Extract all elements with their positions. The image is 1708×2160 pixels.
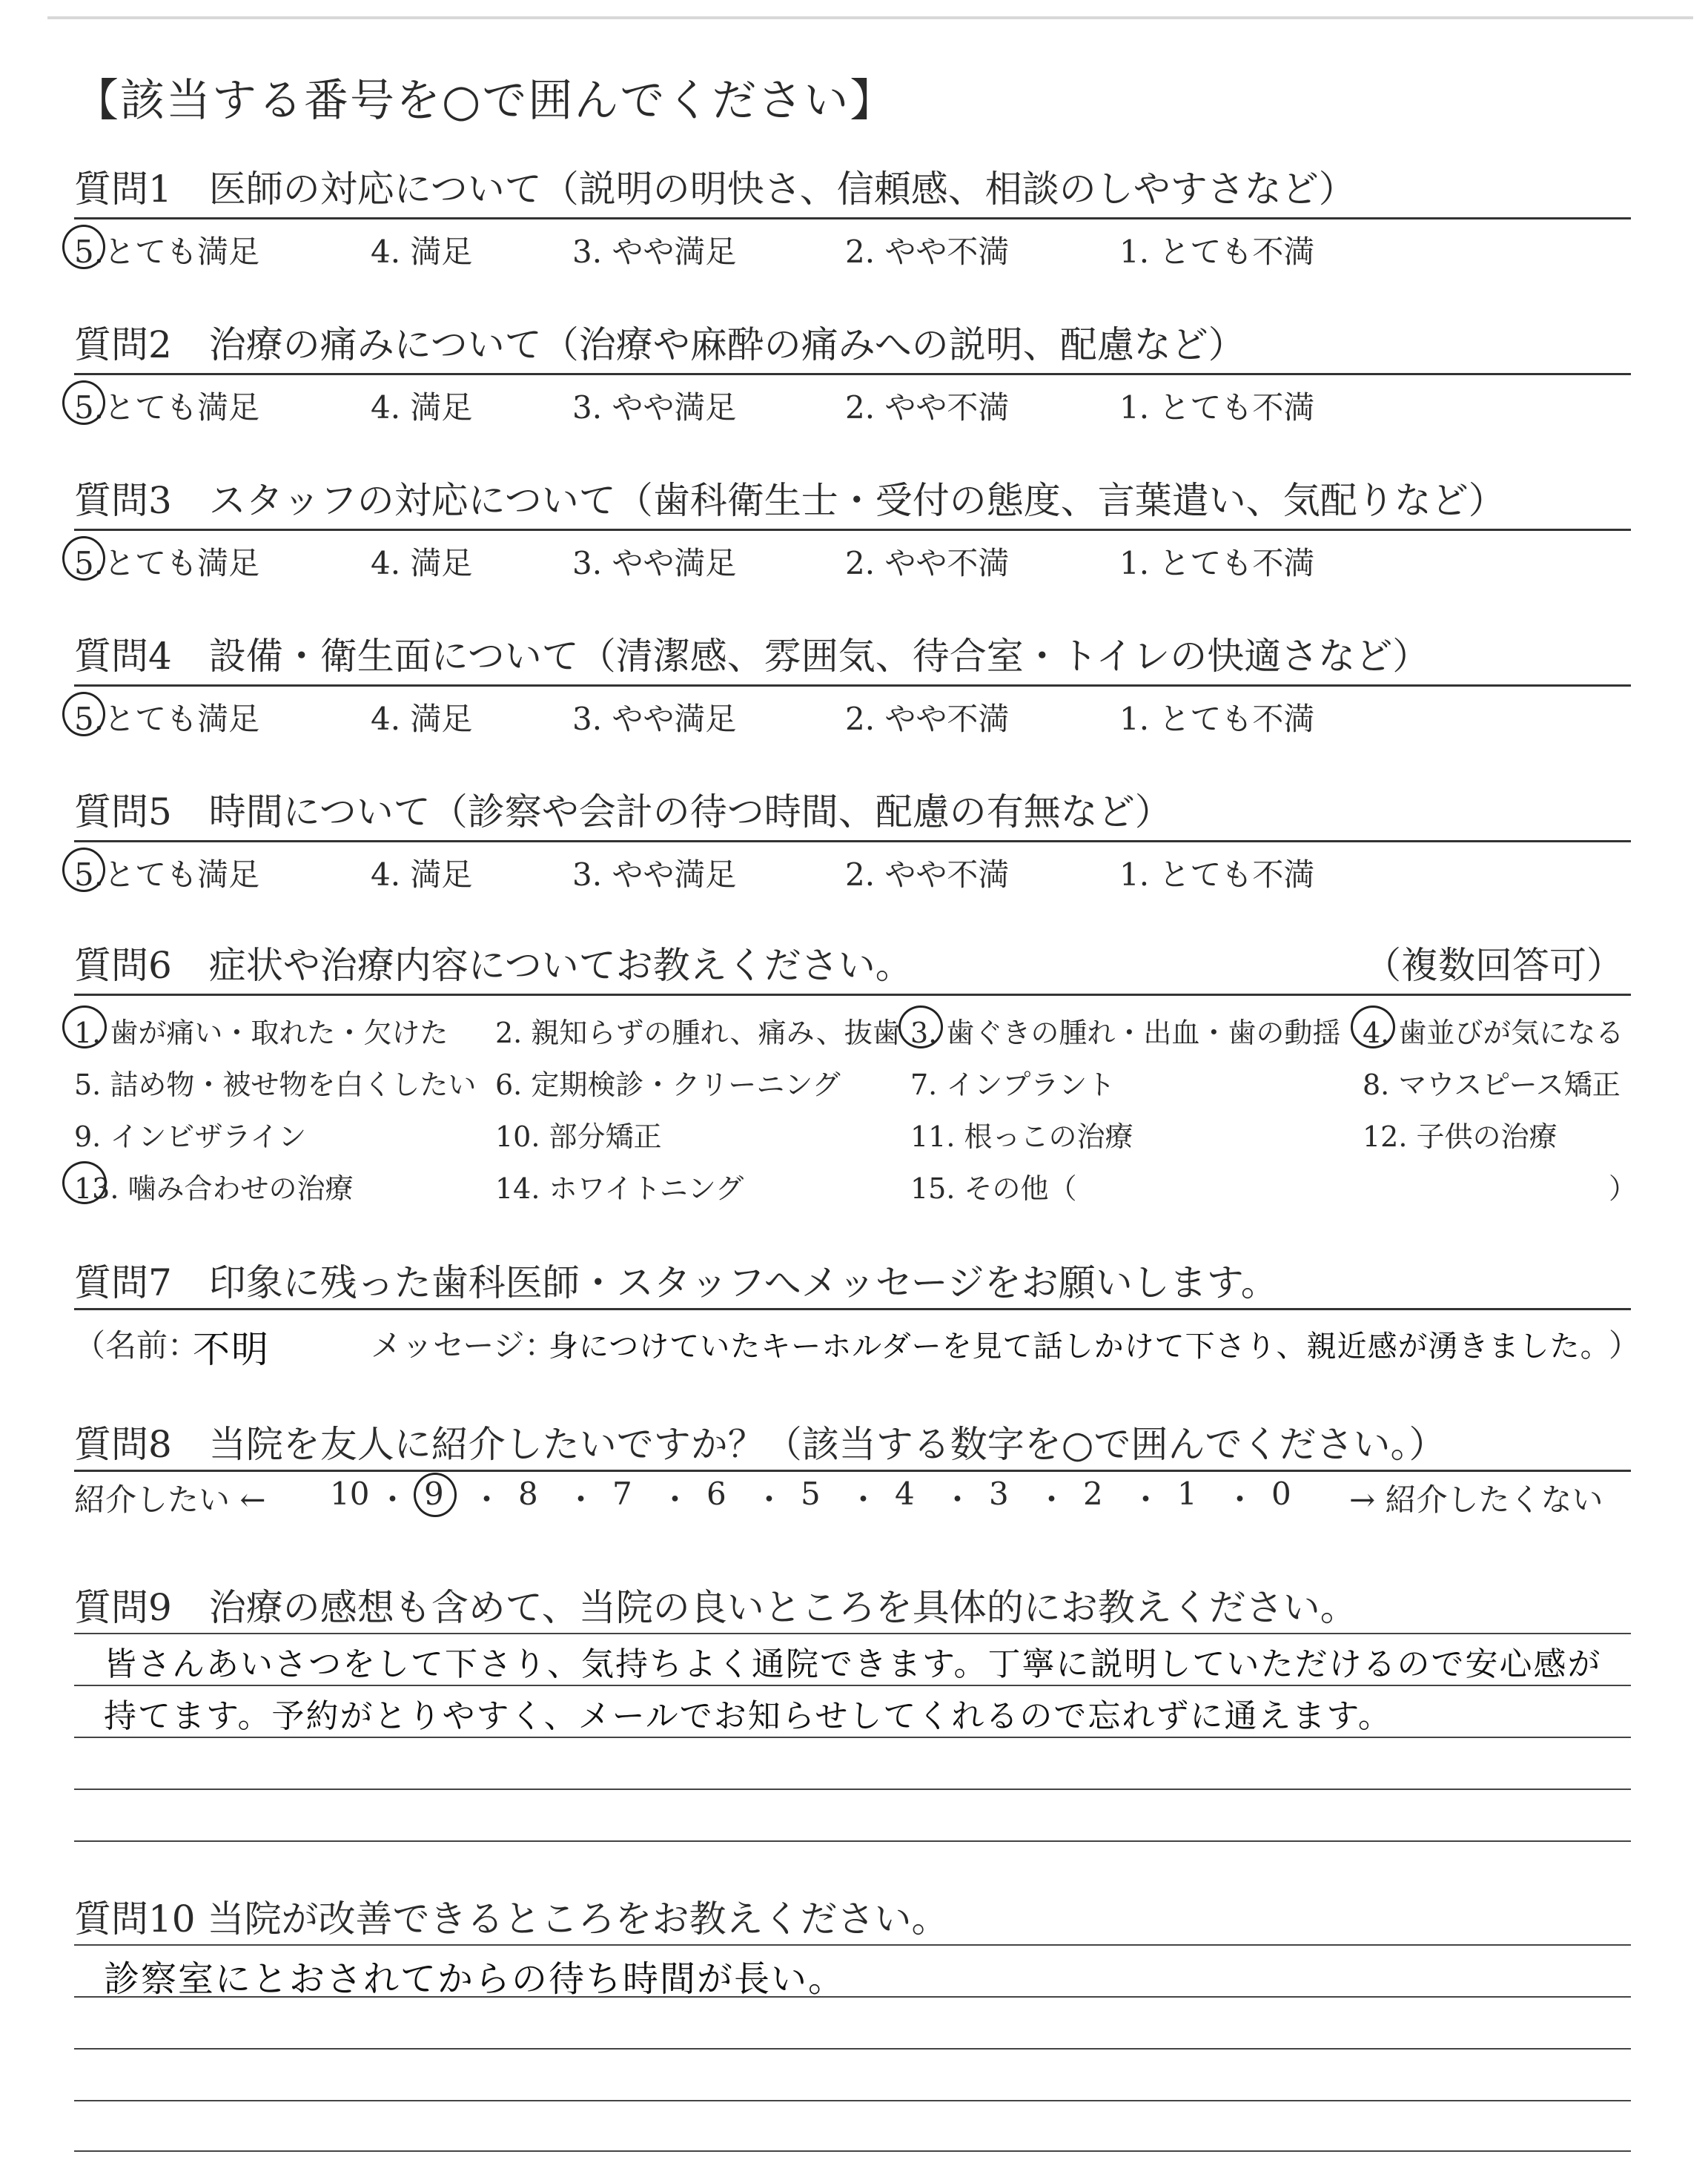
q5-option-5[interactable]: 5.とても満足: [74, 856, 260, 893]
q6-option-6[interactable]: 6. 定期検診・クリーニング: [495, 1069, 841, 1101]
q6-rule: [74, 994, 1631, 996]
q7-name-value: 不明: [193, 1328, 270, 1371]
q8-scale-dot: ・: [847, 1482, 879, 1518]
q6-option-4[interactable]: 4. 歯並びが気になる: [1363, 1017, 1624, 1049]
q8-scale-9[interactable]: 9: [424, 1476, 444, 1512]
q8-title: 質問8 当院を友人に紹介したいですか？（該当する数字を○で囲んでください。）: [74, 1423, 1446, 1466]
scan-top-edge: [47, 16, 1693, 19]
q6-circle-3: [898, 1005, 943, 1048]
q4-option-5[interactable]: 5.とても満足: [74, 701, 260, 737]
q6-option-9[interactable]: 9. インビザライン: [74, 1120, 307, 1153]
q9-line-2: [74, 1685, 1631, 1686]
q5-option-3[interactable]: 3. やや満足: [572, 856, 737, 893]
q3-option-4[interactable]: 4. 満足: [371, 545, 473, 581]
q6-option-10[interactable]: 10. 部分矯正: [495, 1120, 662, 1153]
q1-option-3[interactable]: 3. やや満足: [572, 234, 737, 270]
q6-option-11[interactable]: 11. 根っこの治療: [910, 1120, 1133, 1153]
page-title: 【該当する番号を○で囲んでください】: [74, 75, 896, 127]
q6-option-13[interactable]: 13. 噛み合わせの治療: [74, 1172, 354, 1205]
q8-right-label: → 紹介したくない: [1349, 1482, 1603, 1518]
q10-line-4: [74, 2100, 1631, 2101]
q7-title: 質問7 印象に残った歯科医師・スタッフへメッセージをお願いします。: [74, 1261, 1278, 1304]
q3-option-1[interactable]: 1. とても不満: [1119, 545, 1315, 581]
q5-option-4[interactable]: 4. 満足: [371, 856, 473, 893]
q6-option-5[interactable]: 5. 詰め物・被せ物を白くしたい: [74, 1069, 477, 1101]
q3-option-2[interactable]: 2. やや不満: [845, 545, 1010, 581]
q3-selection-circle: [62, 536, 105, 581]
q9-line-3: [74, 1737, 1631, 1738]
q1-rule: [74, 217, 1631, 219]
q1-option-1[interactable]: 1. とても不満: [1119, 234, 1315, 270]
q6-note: （複数回答可）: [1364, 944, 1623, 987]
q8-scale-dot: ・: [659, 1482, 691, 1518]
q8-scale-dot: ・: [1036, 1482, 1068, 1518]
q2-option-3[interactable]: 3. やや満足: [572, 389, 737, 426]
q4-option-4[interactable]: 4. 満足: [371, 701, 473, 737]
q9-line-1: [74, 1633, 1631, 1634]
q9-line-5: [74, 1840, 1631, 1842]
q4-selection-circle: [62, 692, 105, 736]
q5-rule: [74, 840, 1631, 842]
q4-option-3[interactable]: 3. やや満足: [572, 701, 737, 737]
q8-scale-3[interactable]: 3: [989, 1476, 1009, 1512]
q2-option-2[interactable]: 2. やや不満: [845, 389, 1010, 426]
q1-selection-circle: [62, 225, 105, 269]
q8-left-label: 紹介したい ←: [74, 1482, 266, 1518]
q1-option-5[interactable]: 5.とても満足: [74, 234, 260, 270]
q8-scale-dot: ・: [377, 1482, 408, 1518]
q6-option-1[interactable]: 1. 歯が痛い・取れた・欠けた: [74, 1017, 448, 1049]
q2-option-1[interactable]: 1. とても不満: [1119, 389, 1315, 426]
q2-option-5[interactable]: 5.とても満足: [74, 389, 260, 426]
q6-option-15[interactable]: 15. その他（: [910, 1172, 1077, 1205]
q1-option-4[interactable]: 4. 満足: [371, 234, 473, 270]
q6-option-2[interactable]: 2. 親知らずの腫れ、痛み、抜歯: [495, 1017, 901, 1049]
q8-scale-4[interactable]: 4: [895, 1476, 915, 1512]
q6-option-3[interactable]: 3. 歯ぐきの腫れ・出血・歯の動揺: [910, 1017, 1341, 1049]
q6-option-7[interactable]: 7. インプラント: [910, 1069, 1116, 1101]
q3-option-5[interactable]: 5.とても満足: [74, 545, 260, 581]
q3-rule: [74, 529, 1631, 531]
q8-scale-dot: ・: [1224, 1482, 1256, 1518]
q6-circle-1: [62, 1005, 107, 1048]
q1-title: 質問1 医師の対応について（説明の明快さ、信頼感、相談のしやすさなど）: [74, 168, 1356, 211]
q7-name-label: （名前：: [74, 1327, 199, 1364]
q8-scale-6[interactable]: 6: [706, 1476, 726, 1512]
q7-message-value: 身につけていたキーホルダーを見て話しかけて下さり、親近感が湧きました。: [549, 1330, 1611, 1364]
q3-option-3[interactable]: 3. やや満足: [572, 545, 737, 581]
q8-scale-8[interactable]: 8: [518, 1476, 538, 1512]
q8-scale-dot: ・: [565, 1482, 597, 1518]
q4-rule: [74, 684, 1631, 687]
q9-line-4: [74, 1789, 1631, 1790]
q10-line-3: [74, 2048, 1631, 2050]
q6-option-8[interactable]: 8. マウスピース矯正: [1363, 1069, 1621, 1101]
q5-option-2[interactable]: 2. やや不満: [845, 856, 1010, 893]
q2-selection-circle: [62, 380, 105, 425]
q10-line-5: [74, 2150, 1631, 2152]
q8-scale-7[interactable]: 7: [612, 1476, 632, 1512]
q8-scale-dot: ・: [941, 1482, 973, 1518]
q9-answer-line-2: 持てます。予約がとりやすく、メールでお知らせしてくれるので忘れずに通えます。: [104, 1697, 1392, 1735]
q6-circle-13: [62, 1161, 107, 1204]
q3-title: 質問3 スタッフの対応について（歯科衛生士・受付の態度、言葉遣い、気配りなど）: [74, 479, 1506, 522]
q8-selection-circle: [414, 1473, 457, 1517]
q10-title: 質問10 当院が改善できるところをお教えください。: [74, 1898, 949, 1941]
q9-title: 質問9 治療の感想も含めて、当院の良いところを具体的にお教えください。: [74, 1586, 1357, 1629]
q8-scale-5[interactable]: 5: [801, 1476, 821, 1512]
q8-scale-1[interactable]: 1: [1177, 1476, 1197, 1512]
q10-answer-line-1: 診察室にとおされてからの待ち時間が長い。: [104, 1958, 846, 2000]
q8-scale-dot: ・: [471, 1482, 503, 1518]
q5-title: 質問5 時間について（診察や会計の待つ時間、配慮の有無など）: [74, 790, 1172, 833]
q9-answer-line-1: 皆さんあいさつをして下さり、気持ちよく通院できます。丁寧に説明していただけるので安心感が: [104, 1645, 1602, 1683]
q8-scale-dot: ・: [753, 1482, 785, 1518]
q2-option-4[interactable]: 4. 満足: [371, 389, 473, 426]
q7-rule: [74, 1308, 1631, 1310]
q8-scale-2[interactable]: 2: [1083, 1476, 1103, 1512]
q10-line-1: [74, 1944, 1631, 1946]
q8-scale-dot: ・: [1130, 1482, 1162, 1518]
q6-circle-4: [1351, 1005, 1395, 1048]
q4-option-1[interactable]: 1. とても不満: [1119, 701, 1315, 737]
q2-title: 質問2 治療の痛みについて（治療や麻酔の痛みへの説明、配慮など）: [74, 323, 1245, 366]
q7-close: ）: [1609, 1327, 1641, 1364]
q8-scale-0[interactable]: 0: [1271, 1476, 1291, 1512]
q5-selection-circle: [62, 848, 105, 892]
q2-rule: [74, 373, 1631, 375]
q4-title: 質問4 設備・衛生面について（清潔感、雰囲気、待合室・トイレの快適さなど）: [74, 635, 1430, 678]
q1-option-2[interactable]: 2. やや不満: [845, 234, 1010, 270]
q4-option-2[interactable]: 2. やや不満: [845, 701, 1010, 737]
q6-option-12[interactable]: 12. 子供の治療: [1363, 1120, 1558, 1153]
q6-other-close: ）: [1609, 1172, 1638, 1205]
q8-scale-10[interactable]: 10: [330, 1476, 370, 1512]
q6-title: 質問6 症状や治療内容についてお教えください。: [74, 944, 913, 987]
q6-option-14[interactable]: 14. ホワイトニング: [495, 1172, 744, 1205]
q8-rule: [74, 1470, 1631, 1472]
q7-message-label: メッセージ：: [371, 1327, 556, 1364]
q5-option-1[interactable]: 1. とても不満: [1119, 856, 1315, 893]
